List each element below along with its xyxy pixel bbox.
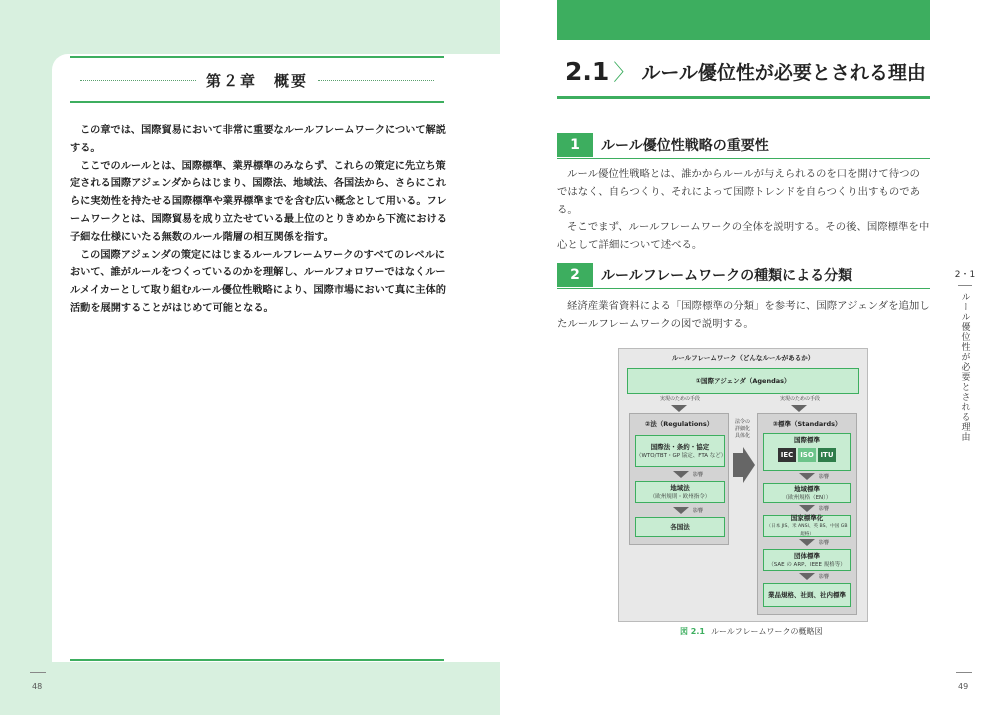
std-item-detail: （日本 JIS、米 ANSI、英 BS、中国 GB 規格） <box>766 523 848 537</box>
subsection-heading-2 <box>557 262 930 289</box>
section-title: ルール優位性が必要とされる理由 <box>641 61 926 84</box>
side-section-title: ルール優位性が必要とされる理由 <box>959 292 970 442</box>
law-item-name: 各国法 <box>670 522 690 531</box>
detailing-label: 法令の詳細化具体化 <box>735 419 751 439</box>
influence-label: 影響 <box>819 540 830 546</box>
left-bottom-rule <box>70 659 444 661</box>
subsection-body-2 <box>557 298 930 334</box>
chapter-dots-left <box>80 80 196 81</box>
subsection-title: ルールフレームワークの種類による分類 <box>601 268 853 284</box>
page-number-rule <box>30 672 46 673</box>
law-item-detail: （欧州規則・欧州指令） <box>649 493 711 500</box>
subsection-number: 1 <box>557 133 593 157</box>
section-number: 2.1 <box>565 56 610 86</box>
arrow-down-icon <box>799 505 815 512</box>
influence-label: 影響 <box>693 472 704 478</box>
body-paragraph: そこでまず、ルールフレームワークの全体を説明する。その後、国際標準を中心として詳細について述べる。 <box>557 221 930 252</box>
subsection-body-1 <box>557 166 930 255</box>
itu-logo: ITU <box>818 448 836 462</box>
arrow-down-icon <box>673 507 689 514</box>
figure-title: ルールフレームワーク（どんなルールがあるか） <box>671 353 815 362</box>
right-page-number: 49 <box>958 682 969 691</box>
standards-logos <box>777 448 837 462</box>
influence-label: 影響 <box>819 474 830 480</box>
law-item-name: 国際法・条約・協定 <box>650 442 710 451</box>
chapter-dots-right <box>318 80 434 81</box>
body-paragraph: 経済産業省資料による「国際標準の分類」を参考に、国際アジェンダを追加したルールフレームワークの図で説明する。 <box>557 300 930 330</box>
arrow-label-right: 実現のための手段 <box>779 396 820 402</box>
std-item-name: 団体標準 <box>794 551 820 560</box>
law-item <box>635 481 725 503</box>
std-item <box>763 433 851 471</box>
std-item-name: 業品規格、社則、社内標準 <box>768 590 846 599</box>
arrow-down-icon <box>791 405 807 412</box>
subsection-number: 2 <box>557 263 593 287</box>
std-item <box>763 515 851 537</box>
intro-paragraph: この章では、国際貿易において非常に重要なルールフレームワークについて解説する。 <box>70 125 446 154</box>
figure-title-wrap <box>619 352 867 364</box>
arrow-down-icon <box>799 573 815 580</box>
subsection-heading-1 <box>557 132 930 159</box>
page-number-rule <box>956 672 972 673</box>
chapter-heading <box>70 58 444 102</box>
influence-label: 影響 <box>819 574 830 580</box>
chapter-intro <box>70 122 448 318</box>
intro-paragraph: この国際アジェンダの策定にはじまるルールフレームワークのすべてのレベルにおいて、誰がルールをつくっているのかを理解し、ルールフォロワーではなくルールメイカーとして取り組むルール優位性戦略により、国際市場において真に主体的活動を展開することがはじめて可能となる。 <box>70 249 446 314</box>
chapter-bottom-rule <box>70 101 444 103</box>
iso-logo: ISO <box>798 448 816 462</box>
arrow-right-shaft <box>733 453 743 477</box>
law-item-name: 地域法 <box>670 483 690 492</box>
subsection-title: ルール優位性戦略の重要性 <box>601 138 769 154</box>
chapter-title: 第２章 概要 <box>206 71 309 90</box>
arrow-down-icon <box>799 473 815 480</box>
figure-caption <box>680 626 823 637</box>
side-section-tab <box>950 270 980 442</box>
std-item-name: 国際標準 <box>794 436 820 444</box>
arrow-label-left: 実現のための手段 <box>659 396 700 402</box>
arrow-down-icon <box>799 539 815 546</box>
rule-framework-figure <box>618 348 868 622</box>
agenda-box <box>627 368 859 394</box>
law-item-detail: （WTO/TBT・GP 協定、FTA など） <box>636 452 727 459</box>
arrow-down-icon <box>671 405 687 412</box>
caption-label: 図 2.1 <box>680 627 705 636</box>
std-item <box>763 483 851 503</box>
body-paragraph: ルール優位性戦略とは、誰かからルールが与えられるのを口を開けて待つのではなく、自らつくり、それによって国際トレンドを自らつくり出すものである。 <box>557 168 920 216</box>
std-item-name: 国家標準化 <box>790 513 824 522</box>
regulations-title: ②法（Regulations） <box>644 420 714 428</box>
caption-text: ルールフレームワークの概略図 <box>710 627 823 636</box>
law-item <box>635 517 725 537</box>
iec-logo: IEC <box>778 448 796 462</box>
left-page-number: 48 <box>32 682 43 691</box>
standards-title: ③標準（Standards） <box>772 420 842 428</box>
influence-label: 影響 <box>693 508 704 514</box>
agenda-label: ①国際アジェンダ（Agendas） <box>695 376 791 385</box>
std-item <box>763 583 851 607</box>
std-item-detail: （欧州規格（EN）） <box>782 494 832 501</box>
arrow-right-icon <box>743 447 755 483</box>
section-top-band <box>557 0 930 40</box>
std-item-detail: （SAE の ARP、IEEE 規格等） <box>768 561 846 568</box>
law-item <box>635 435 725 467</box>
section-heading <box>557 46 930 99</box>
intro-paragraph: ここでのルールとは、国際標準、業界標準のみならず、これらの策定に先立ち策定される国際アジェンダからはじまり、国際法、地域法、各国法から、さらにこれらに実効性を持たせる国際標準や業界標準までを含む広い概念として用いる。フレームワークとは、国際貿易を成り立たせている最上位のとりきめから下流における子細な仕様にいたる無数のルール階層の相互関係を指す。 <box>70 160 447 243</box>
arrow-down-icon <box>673 471 689 478</box>
std-item-name: 地域標準 <box>794 484 820 493</box>
side-divider <box>958 285 972 286</box>
influence-label: 影響 <box>819 506 830 512</box>
std-item <box>763 549 851 571</box>
side-section-number: 2・1 <box>954 270 976 280</box>
chevron-right-icon: 〉 <box>613 60 636 86</box>
